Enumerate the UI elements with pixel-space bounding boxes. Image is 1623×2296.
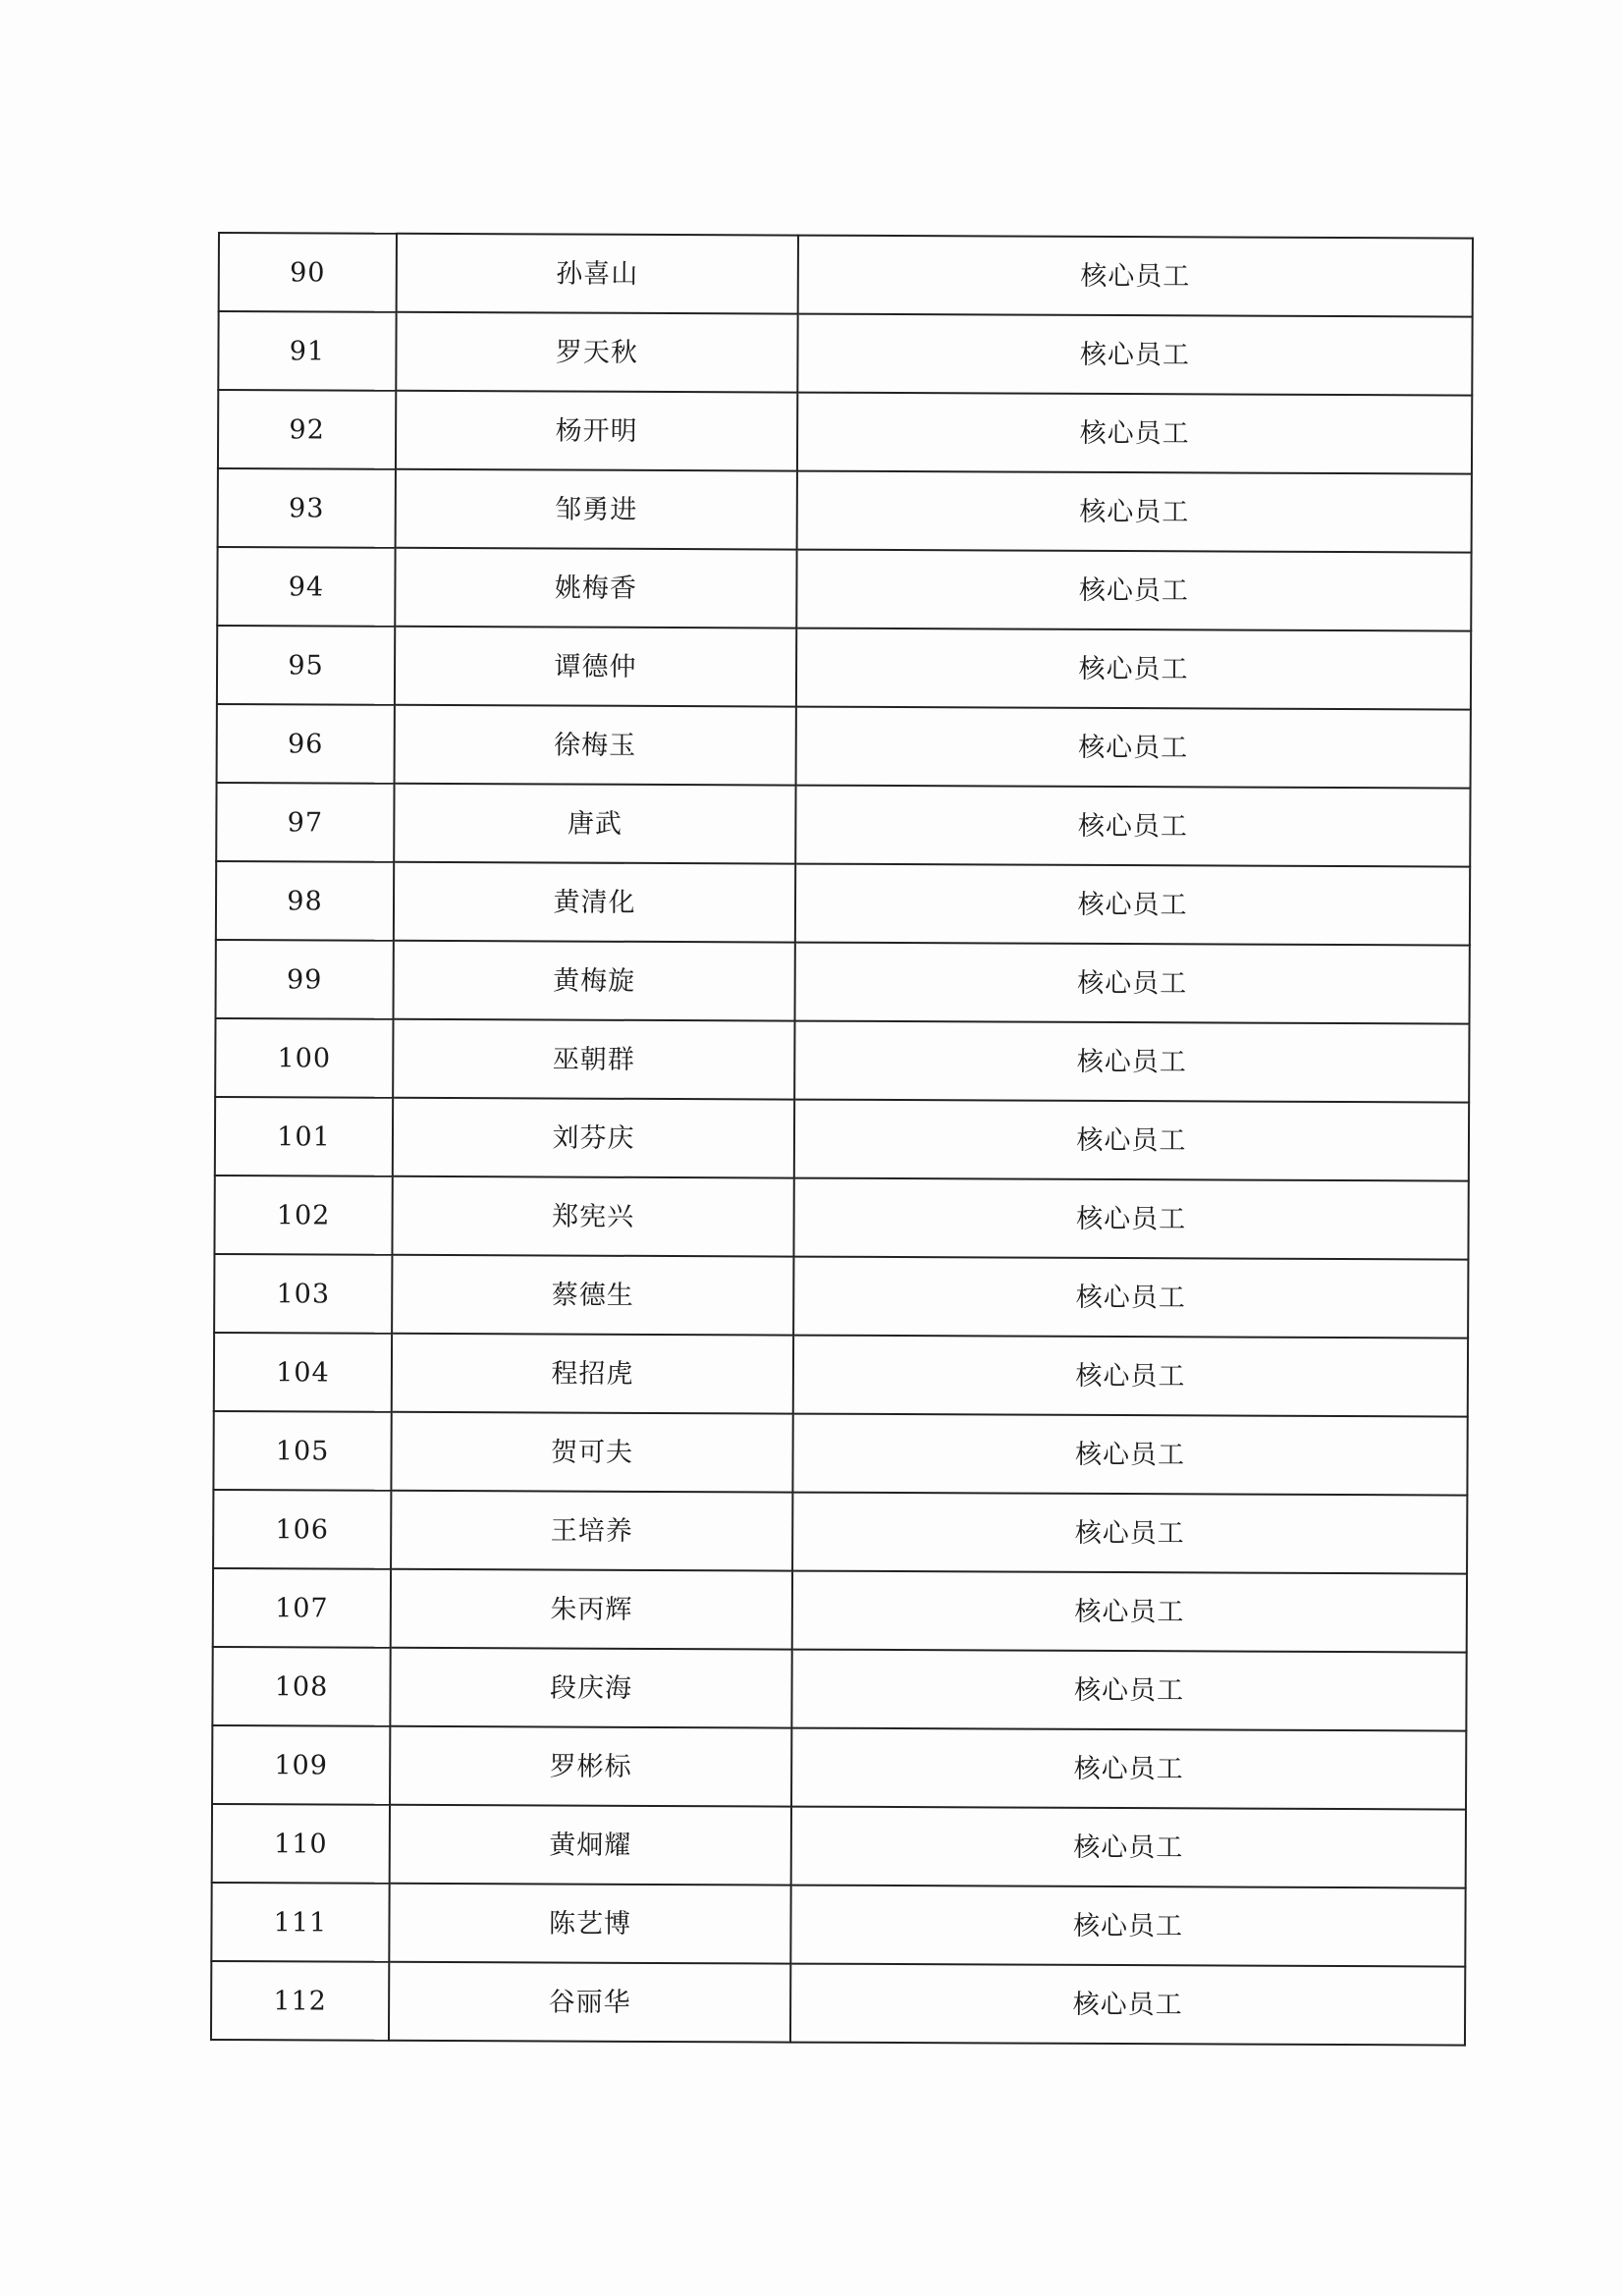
table-row [214, 1333, 1468, 1417]
table-row [211, 1961, 1465, 2046]
table-row [215, 1018, 1469, 1103]
table-row [216, 783, 1470, 867]
table-row [218, 390, 1472, 474]
table-row [212, 1725, 1466, 1810]
employee-name-cell: 谭德仲 [395, 627, 796, 707]
employee-name-cell: 姚梅香 [395, 548, 796, 629]
table-row [214, 1254, 1468, 1339]
table-row [218, 468, 1472, 553]
employee-role-cell: 核心员工 [794, 1100, 1469, 1181]
employee-table [210, 232, 1474, 2047]
row-number-cell: 104 [214, 1333, 392, 1412]
row-number-cell: 107 [213, 1568, 391, 1648]
employee-name-cell: 邹勇进 [396, 469, 797, 550]
employee-role-cell: 核心员工 [790, 1886, 1465, 1967]
table-row [217, 626, 1471, 710]
table-row [215, 1097, 1469, 1181]
employee-name-cell: 陈艺博 [389, 1884, 790, 1964]
table-row [216, 940, 1470, 1024]
employee-role-cell: 核心员工 [796, 550, 1471, 631]
row-number-cell: 90 [219, 233, 397, 312]
table-row [218, 311, 1472, 396]
employee-role-cell: 核心员工 [790, 1964, 1465, 2046]
employee-name-cell: 杨开明 [396, 391, 797, 471]
row-number-cell: 105 [213, 1411, 391, 1491]
employee-name-cell: 罗天秋 [396, 312, 797, 393]
table-row [219, 233, 1473, 317]
row-number-cell: 110 [212, 1804, 390, 1884]
employee-name-cell: 谷丽华 [389, 1962, 790, 2043]
row-number-cell: 106 [213, 1490, 391, 1569]
table-row [217, 547, 1471, 631]
employee-name-cell: 巫朝群 [393, 1019, 794, 1100]
employee-role-cell: 核心员工 [792, 1414, 1467, 1496]
row-number-cell: 92 [218, 390, 396, 469]
employee-role-cell: 核心员工 [798, 236, 1473, 317]
employee-name-cell: 郑宪兴 [392, 1176, 793, 1257]
table-row [214, 1175, 1468, 1260]
row-number-cell: 108 [212, 1647, 390, 1726]
employee-name-cell: 朱丙辉 [391, 1569, 792, 1650]
employee-name-cell: 程招虎 [392, 1334, 793, 1414]
table-row [216, 861, 1470, 946]
employee-role-cell: 核心员工 [794, 943, 1469, 1024]
employee-name-cell: 贺可夫 [391, 1412, 792, 1493]
row-number-cell: 91 [218, 311, 396, 391]
employee-role-cell: 核心员工 [791, 1807, 1466, 1888]
row-number-cell: 111 [211, 1883, 389, 1962]
table-row [217, 704, 1471, 789]
table-row [212, 1647, 1466, 1731]
employee-role-cell: 核心员工 [794, 1021, 1469, 1103]
row-number-cell: 101 [215, 1097, 393, 1176]
row-number-cell: 95 [217, 626, 395, 705]
table-row [213, 1411, 1467, 1496]
employee-name-cell: 唐武 [394, 784, 795, 864]
row-number-cell: 102 [214, 1175, 392, 1255]
employee-name-cell: 罗彬标 [390, 1726, 791, 1807]
employee-name-cell: 徐梅玉 [395, 705, 796, 786]
employee-role-cell: 核心员工 [795, 864, 1470, 946]
employee-role-cell: 核心员工 [797, 471, 1472, 553]
row-number-cell: 103 [214, 1254, 392, 1334]
table-row [213, 1490, 1467, 1574]
employee-role-cell: 核心员工 [795, 786, 1470, 867]
employee-name-cell: 孙喜山 [397, 234, 798, 314]
table-row [211, 1883, 1465, 1967]
row-number-cell: 112 [211, 1961, 389, 2041]
employee-name-cell: 蔡德生 [392, 1255, 793, 1336]
employee-name-cell: 段庆海 [390, 1648, 791, 1728]
row-number-cell: 94 [217, 547, 395, 627]
employee-role-cell: 核心员工 [793, 1336, 1468, 1417]
employee-name-cell: 黄清化 [394, 862, 795, 943]
employee-role-cell: 核心员工 [791, 1650, 1466, 1731]
employee-role-cell: 核心员工 [793, 1178, 1468, 1260]
table-row [213, 1568, 1467, 1653]
employee-role-cell: 核心员工 [797, 393, 1472, 474]
row-number-cell: 99 [216, 940, 394, 1019]
employee-name-cell: 王培养 [391, 1491, 792, 1571]
employee-role-cell: 核心员工 [793, 1257, 1468, 1339]
row-number-cell: 97 [216, 783, 394, 862]
table-row [212, 1804, 1466, 1888]
employee-role-cell: 核心员工 [796, 629, 1471, 710]
employee-role-cell: 核心员工 [791, 1728, 1466, 1810]
employee-name-cell: 刘芬庆 [393, 1098, 794, 1178]
row-number-cell: 96 [217, 704, 395, 784]
employee-role-cell: 核心员工 [796, 707, 1471, 789]
employee-table-body [211, 233, 1473, 2046]
row-number-cell: 100 [215, 1018, 393, 1098]
row-number-cell: 109 [212, 1725, 390, 1805]
employee-role-cell: 核心员工 [792, 1493, 1467, 1574]
employee-name-cell: 黄炯耀 [390, 1805, 791, 1886]
employee-role-cell: 核心员工 [792, 1571, 1467, 1653]
row-number-cell: 98 [216, 861, 394, 941]
employee-role-cell: 核心员工 [797, 314, 1472, 396]
employee-name-cell: 黄梅旋 [394, 941, 795, 1021]
row-number-cell: 93 [218, 468, 396, 548]
